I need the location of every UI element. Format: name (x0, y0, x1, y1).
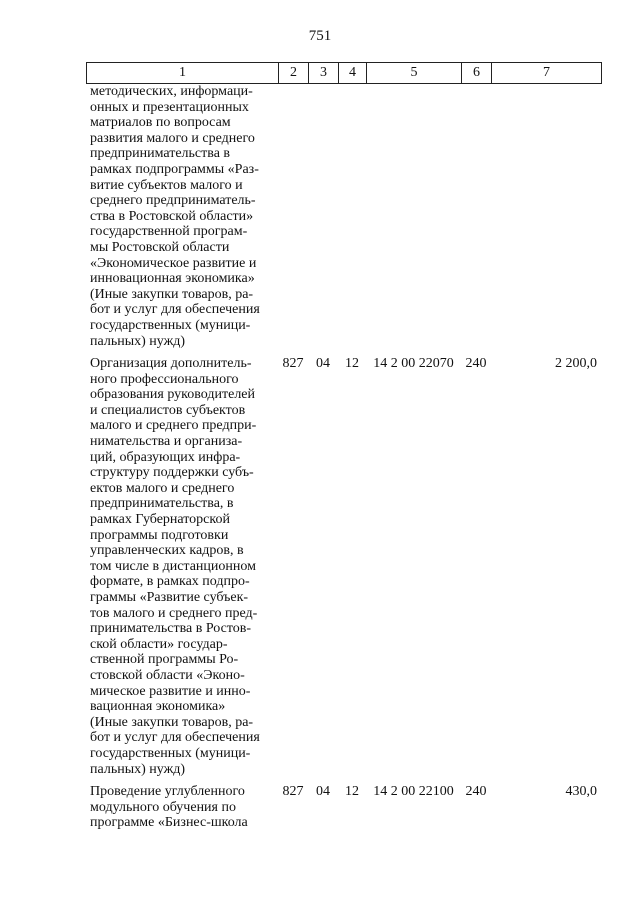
row-target-article: 14 2 00 22070 (373, 356, 454, 372)
row-subsection-code: 12 (345, 356, 359, 372)
column-number-row (87, 63, 602, 84)
column-header-7: 7 (492, 63, 602, 84)
row-subsection-code: 12 (345, 784, 359, 800)
row-amount: 2 200,0 (555, 356, 597, 372)
column-header-1: 1 (87, 63, 279, 84)
column-header-2: 2 (279, 63, 309, 84)
row-description: Организация дополнитель- ного профессионального образования руководителей и специалистов субъектов малого и среднего предпри- нимательства и организа- ций, образующих инфра- структуру поддержки субъ- ектов малого и среднего предпринимательства, в рамках Губернаторской программы подготовки управленческих кадров, в том числе в дистанционном формате, в рамках подпро- граммы «Развитие субъек- тов малого и среднего пред- принимательства в Ростов- ской области» государ- ственной программы Ро- стовской области «Эконо- мическое развитие и инно- вационная экономика» (Иные закупки товаров, ра- бот и услуг для обеспечения государственных (муници- пальных) нужд) (90, 356, 260, 777)
column-header-5: 5 (367, 63, 462, 84)
page-number: 751 (308, 28, 332, 44)
row-amount: 430,0 (565, 784, 597, 800)
row-section-code: 04 (316, 356, 330, 372)
row-target-article: 14 2 00 22100 (373, 784, 454, 800)
table-header (86, 62, 602, 84)
row-expense-type: 240 (465, 784, 487, 800)
table-row (86, 84, 601, 349)
column-header-4: 4 (339, 63, 367, 84)
row-description: методических, информаци- онных и презентационных матриалов по вопросам развития малого и среднего предпринимательства в рамках подпрограммы «Раз- витие субъектов малого и среднего предприниматель- ства в Ростовской области» государственной програм- мы Ростовской области «Экономическое развитие и инновационная экономика» (Иные закупки товаров, ра- бот и услуг для обеспечения государственных (муници- пальных) нужд) (90, 84, 260, 349)
row-section-code: 04 (316, 784, 330, 800)
table-body (86, 84, 601, 838)
row-expense-type: 240 (465, 356, 487, 372)
column-header-6: 6 (462, 63, 492, 84)
column-header-3: 3 (309, 63, 339, 84)
table-row (86, 356, 601, 777)
row-ministry-code: 827 (282, 356, 304, 372)
table-row (86, 784, 601, 831)
row-description: Проведение углубленного модульного обучения по программе «Бизнес-школа (90, 784, 248, 831)
row-ministry-code: 827 (282, 784, 304, 800)
